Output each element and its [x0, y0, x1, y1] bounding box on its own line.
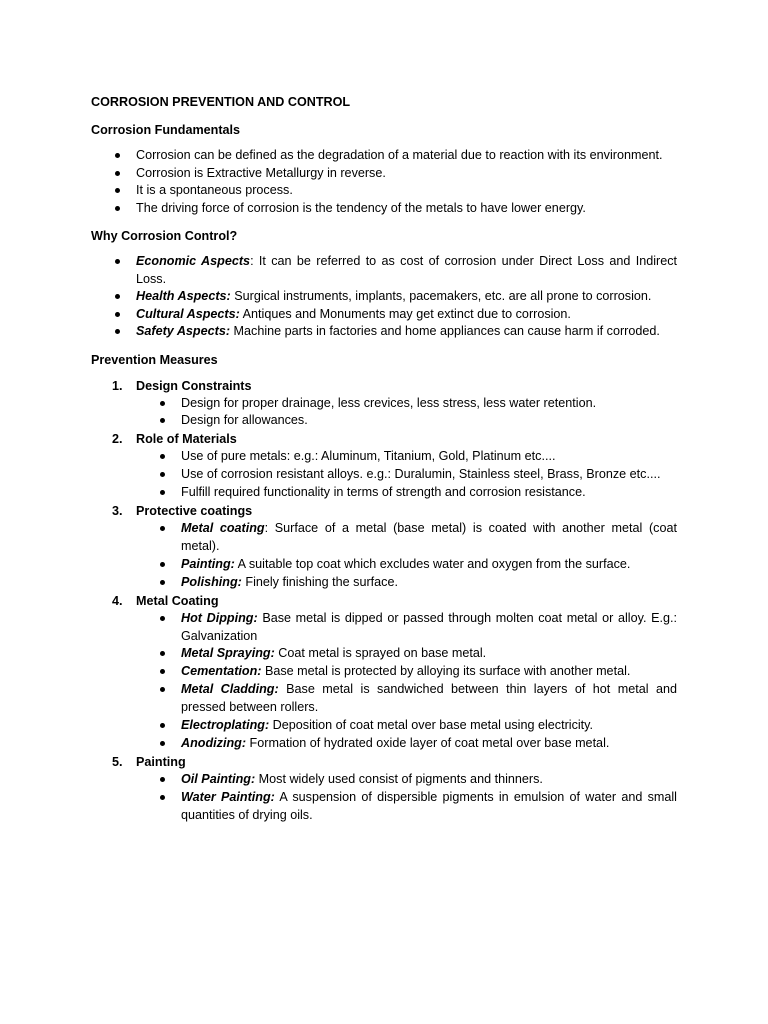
item-term: Painting: — [181, 556, 235, 571]
section-number: 5. — [112, 754, 123, 769]
section-title: Metal Coating — [136, 593, 219, 608]
item-text: Deposition of coat metal over base metal using electricity. — [269, 718, 594, 733]
list-item — [136, 556, 677, 574]
item-text: : Surface of a metal (base metal) is coated with another metal (coat metal). — [181, 521, 677, 553]
item-term: Electroplating: — [181, 718, 270, 733]
list-item — [136, 466, 677, 484]
list-item — [136, 448, 677, 466]
item-text: Use of pure metals: e.g.: Aluminum, Titanium, Gold, Platinum etc.... — [181, 449, 556, 464]
section-title: Role of Materials — [136, 432, 237, 447]
item-text: Machine parts in factories and home appliances can cause harm if corroded. — [230, 324, 660, 338]
list-item — [136, 412, 677, 430]
list-item — [91, 253, 677, 288]
list-item — [91, 323, 677, 341]
why-heading: Why Corrosion Control? — [91, 229, 238, 243]
item-text: Base metal is sandwiched between thin layers of hot metal and pressed between rollers. — [181, 682, 677, 715]
section-title: Protective coatings — [136, 504, 253, 519]
item-term: Health Aspects: — [136, 289, 231, 303]
item-text: Antiques and Monuments may get extinct due to corrosion. — [239, 306, 571, 321]
section-title: Painting — [136, 754, 186, 769]
item-term: Cultural Aspects: — [136, 306, 240, 321]
prevention-section — [91, 430, 677, 502]
item-term: Water Painting: — [181, 789, 275, 804]
item-term: Anodizing: — [181, 736, 247, 750]
section-items — [136, 395, 677, 431]
item-term: Oil Painting: — [181, 771, 256, 786]
item-term: Metal coating — [181, 521, 265, 536]
list-item — [91, 306, 677, 324]
list-item: Corrosion is Extractive Metallurgy in reverse. — [91, 165, 677, 183]
list-item — [136, 574, 677, 592]
item-text: Base metal is protected by alloying its surface with another metal. — [261, 664, 631, 679]
list-item — [136, 735, 677, 753]
list-item — [136, 789, 677, 825]
prevention-section — [91, 377, 677, 431]
section-title: Design Constraints — [136, 378, 252, 393]
list-item — [136, 663, 677, 681]
prevention-heading: Prevention Measures — [91, 352, 218, 367]
item-text: Coat metal is sprayed on base metal. — [274, 646, 487, 661]
section-number: 4. — [112, 593, 123, 608]
item-term: Metal Cladding: — [181, 682, 279, 697]
item-text: Most widely used consist of pigments and thinners. — [255, 771, 543, 786]
list-item — [136, 645, 677, 663]
list-item — [91, 288, 677, 306]
list-item: It is a spontaneous process. — [91, 182, 677, 200]
prevention-list — [91, 377, 677, 825]
item-term: Metal Spraying: — [181, 646, 275, 661]
item-text: Use of corrosion resistant alloys. e.g.: Duralumin, Stainless steel, Brass, Bronze etc.... — [181, 467, 661, 482]
item-term: Economic Aspects — [136, 254, 251, 268]
item-term: Safety Aspects: — [136, 324, 231, 338]
fundamentals-list — [91, 147, 677, 217]
list-item — [136, 681, 677, 717]
list-item — [136, 717, 677, 735]
document-page — [91, 93, 677, 825]
section-items — [136, 771, 677, 825]
item-text: Surgical instruments, implants, pacemakers, etc. are all prone to corrosion. — [230, 289, 652, 303]
item-term: Cementation: — [181, 664, 262, 679]
list-item — [136, 484, 677, 502]
item-text: A suitable top coat which excludes water and oxygen from the surface. — [234, 556, 631, 571]
section-items — [136, 448, 677, 502]
prevention-section — [91, 753, 677, 825]
item-text: Fulfill required functionality in terms of strength and corrosion resistance. — [181, 485, 586, 500]
section-number: 3. — [112, 504, 123, 519]
list-item — [136, 610, 677, 646]
list-item: The driving force of corrosion is the tendency of the metals to have lower energy. — [91, 200, 677, 218]
item-term: Hot Dipping: — [181, 610, 258, 625]
why-list — [91, 253, 677, 341]
section-items — [136, 520, 677, 592]
prevention-section — [91, 502, 677, 592]
prevention-section — [91, 592, 677, 753]
fundamentals-heading: Corrosion Fundamentals — [91, 123, 241, 137]
list-item — [136, 395, 677, 413]
section-number: 1. — [112, 378, 123, 393]
item-text: Finely finishing the surface. — [241, 574, 398, 589]
item-text: A suspension of dispersible pigments in emulsion of water and small quantities of drying oils. — [181, 789, 677, 822]
item-text: Formation of hydrated oxide layer of coat metal over base metal. — [246, 736, 610, 750]
item-text: Design for allowances. — [181, 413, 308, 428]
list-item — [136, 520, 677, 556]
item-text: Design for proper drainage, less crevices, less stress, less water retention. — [181, 395, 597, 410]
section-number: 2. — [112, 432, 123, 447]
item-text: Base metal is dipped or passed through molten coat metal or alloy. E.g.: Galvanization — [181, 610, 677, 643]
document-title: CORROSION PREVENTION AND CONTROL — [91, 95, 351, 109]
item-text: : It can be referred to as cost of corrosion under Direct Loss and Indirect Loss. — [136, 254, 677, 286]
item-term: Polishing: — [181, 574, 242, 589]
list-item — [136, 771, 677, 789]
section-items — [136, 610, 677, 753]
list-item: Corrosion can be defined as the degradation of a material due to reaction with its environment. — [91, 147, 677, 165]
